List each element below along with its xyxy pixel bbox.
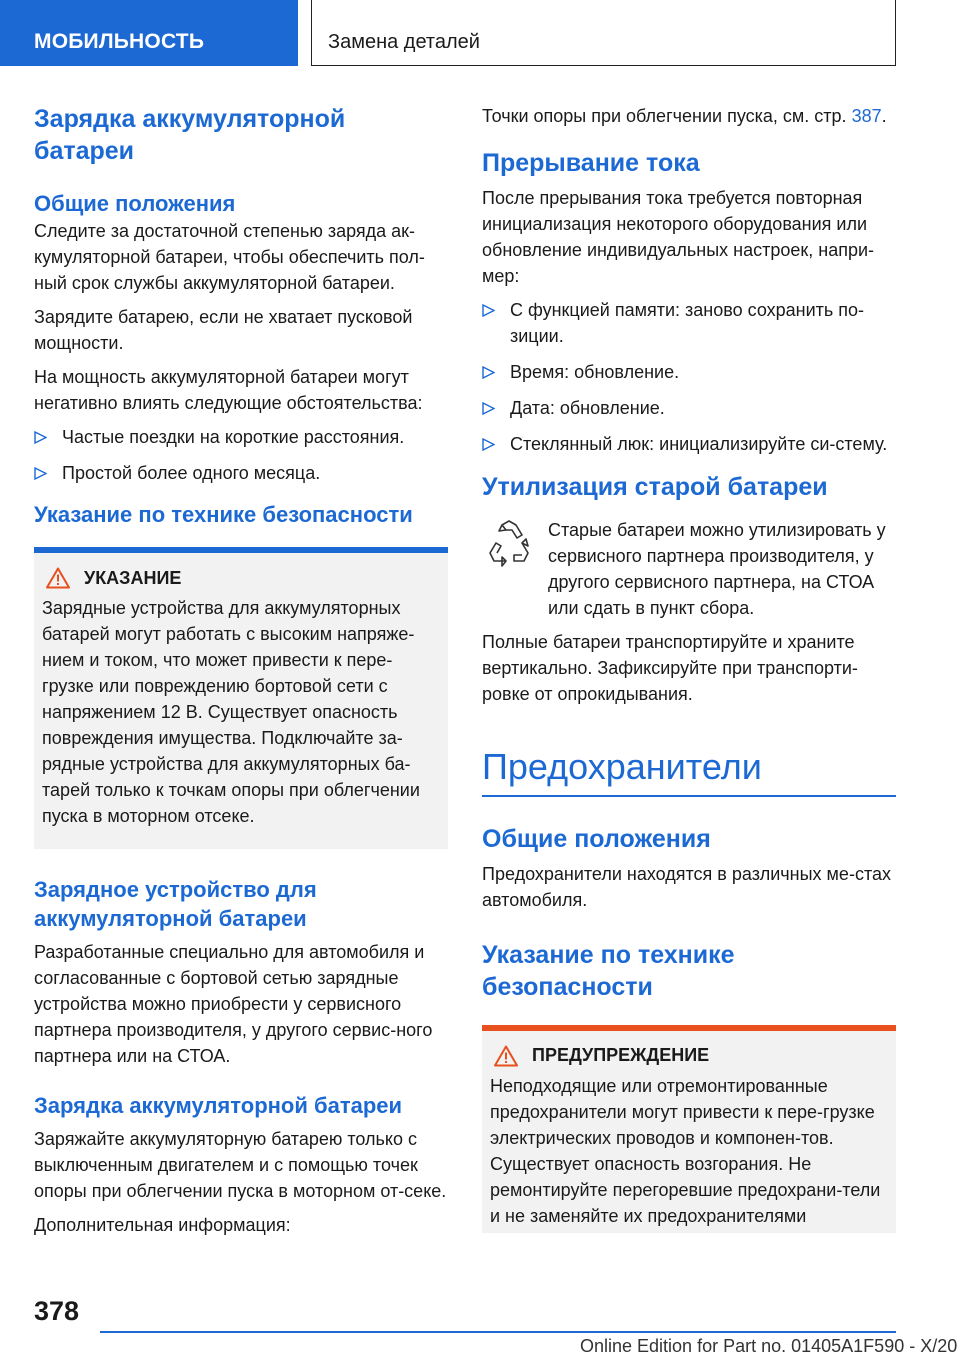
fuses-title: Предохранители (482, 746, 762, 787)
triangle-right-icon (482, 366, 495, 379)
disposal-heading: Утилизация старой батареи (482, 473, 828, 501)
list-item: Стеклянный люк: инициализируйте си-стему. (482, 431, 896, 457)
fuses-general-paragraph: Предохранители находятся в различных ме-стах автомобиля. (482, 863, 891, 910)
disposal-paragraph-1: Старые батареи можно утилизировать у сервисного партнера производителя, у другого сервисного партнера, на СТОА или сдать в пункт сбора. (548, 520, 886, 618)
page-number: 378 (34, 1296, 80, 1326)
conditions-list (34, 424, 448, 486)
edition-text: Online Edition for Part no. 01405A1F590 - X/20 (580, 1336, 958, 1356)
triangle-right-icon (482, 304, 495, 317)
warning-bar (482, 1025, 896, 1031)
recycle-icon (482, 517, 536, 571)
charging-heading: Зарядка аккумуляторной батареи (34, 1093, 403, 1118)
warning-label: ПРЕДУПРЕЖДЕНИЕ (532, 1045, 710, 1065)
interrupt-paragraph: После прерывания тока требуется повторная инициализация некоторого оборудования или обновление индивидуальных настроек, напри-мер: (482, 188, 875, 286)
safety-heading: Указание по технике безопасности (34, 502, 413, 527)
charger-paragraph: Разработанные специально для автомобиля и согласованные с бортовой сетью зарядные устройства можно приобрести у сервисного партнера производителя, у другого сервис-ного партнера или на СТОА. (34, 942, 433, 1066)
footer-divider (100, 1331, 896, 1333)
reset-list (482, 297, 896, 457)
general-paragraph-1: Следите за достаточной степенью заряда ак-кумуляторной батареи, чтобы обеспечить пол-ный срок службы аккумуляторной батареи. (34, 221, 425, 293)
disposal-block (482, 517, 896, 621)
fuses-divider (482, 795, 896, 797)
page-header (0, 0, 960, 66)
chapter-title: Замена деталей (311, 0, 896, 66)
page-link[interactable]: 387 (851, 106, 882, 126)
notice-box (34, 547, 448, 849)
left-column (34, 103, 448, 1238)
notice-label: УКАЗАНИЕ (84, 567, 182, 588)
interrupt-heading: Прерывание тока (482, 149, 700, 177)
list-item: С функцией памяти: заново сохранить по-зиции. (482, 297, 896, 349)
fuses-safety-heading: Указание по технике безопасности (482, 940, 735, 1001)
triangle-right-icon (482, 438, 495, 451)
warning-triangle-icon (46, 567, 70, 589)
list-item: Дата: обновление. (482, 395, 896, 421)
charging-paragraph-2: Дополнительная информация: (34, 1215, 291, 1235)
fuses-general-heading: Общие положения (482, 824, 711, 853)
notice-bar (34, 547, 448, 553)
warning-box (482, 1025, 896, 1233)
right-column (482, 103, 896, 1233)
warning-text: Неподходящие или отремонтированные предохранители могут привести к пере-грузке электрических проводов и компонен-тов. Существует опасность возгорания. Не ремонтируйте перегоревшие предохрани-тели и не заменяйте их предохранителями (490, 1075, 881, 1226)
list-item: Простой более одного месяца. (34, 460, 448, 486)
general-paragraph-2: Зарядите батарею, если не хватает пусковой мощности. (34, 307, 413, 353)
warning-triangle-icon (494, 1045, 518, 1067)
charger-heading: Зарядное устройство для аккумуляторной батареи (34, 877, 317, 931)
list-item: Частые поездки на короткие расстояния. (34, 424, 448, 450)
triangle-right-icon (34, 431, 47, 444)
section-tab: МОБИЛЬНОСТЬ (0, 0, 298, 66)
start-points-paragraph: Точки опоры при облегчении пуска, см. стр. 387. (482, 106, 887, 126)
notice-text: Зарядные устройства для аккумуляторных батарей могут работать с высоким напряже-нием и током, что может привести к пере-грузке или повреждению бортовой сети с напряжением 12 В. Существует опасность повреждения имущества. Подключайте за-рядные устройства для аккумуляторных ба-тарей только к точкам опоры при облегчении пуска в моторном отсеке. (42, 598, 420, 826)
list-item: Время: обновление. (482, 359, 896, 385)
triangle-right-icon (34, 467, 47, 480)
battery-charging-title: Зарядка аккумуляторной батареи (34, 105, 346, 165)
general-paragraph-3: На мощность аккумуляторной батареи могут негативно влиять следующие обстоятельства: (34, 367, 423, 413)
charging-paragraph-1: Заряжайте аккумуляторную батарею только с выключенным двигателем и с помощью точек опоры при облегчении пуска в моторном от-секе. (34, 1129, 447, 1201)
general-heading: Общие положения (34, 191, 236, 216)
disposal-paragraph-2: Полные батареи транспортируйте и храните вертикально. Зафиксируйте при транспорти-ровке от опрокидывания. (482, 632, 858, 704)
triangle-right-icon (482, 402, 495, 415)
